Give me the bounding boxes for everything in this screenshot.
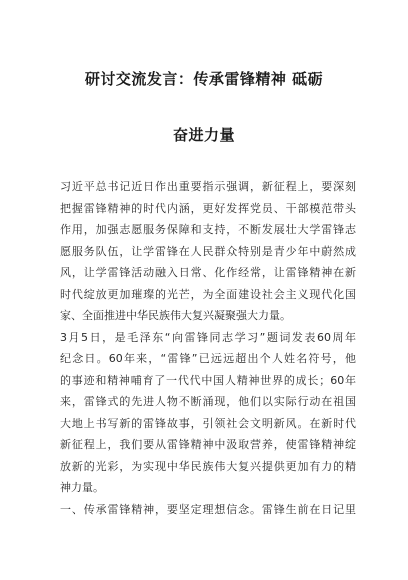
document-title-line-1: 研讨交流发言：传承雷锋精神 砥砺 [84, 70, 324, 88]
body-line: 时代绽放更加璀璨的光芒，为全面建设社会主义现代化国 [60, 287, 356, 301]
document-title-line-2: 奋进力量 [172, 126, 235, 144]
body-line: 愿服务队伍，让学雷锋在人民群众特别是青少年中蔚然成 [60, 244, 356, 258]
body-line: 的事迹和精神哺育了一代代中国人精神世界的成长；60年 [60, 373, 356, 387]
document-body [60, 176, 356, 520]
body-line: 把握雷锋精神的时代内涵，更好发挥党员、干部模范带头 [60, 201, 356, 215]
body-line: 新征程上，我们要从雷锋精神中汲取营养，使雷锋精神绽 [60, 438, 356, 451]
body-line: 大地上书写新的雷锋故事，引领社会文明新风。在新时代 [60, 416, 356, 430]
body-line: 风，让学雷锋活动融入日常、化作经常，让雷锋精神在新 [60, 266, 356, 279]
body-line: 纪念日。60年来，“雷锋”已远远超出个人姓名符号，他 [60, 352, 356, 365]
body-line: 家、全面推进中华民族伟大复兴凝聚强大力量。 [60, 309, 291, 322]
body-line: 放新的光彩，为实现中华民族伟大复兴提供更加有力的精 [60, 459, 356, 473]
body-line: 来，雷锋式的先进人物不断涌现，他们以实际行动在祖国 [60, 395, 356, 408]
body-line: 3月5日，是毛泽东“向雷锋同志学习”题词发表60周年 [60, 330, 356, 344]
body-line: 神力量。 [60, 481, 104, 494]
body-line: 作用，加强志愿服务保障和支持，不断发展壮大学雷锋志 [60, 223, 356, 236]
body-line: 一、传承雷锋精神，要坚定理想信念。雷锋生前在日记里 [60, 502, 356, 516]
body-line: 习近平总书记近日作出重要指示强调，新征程上，要深刻 [60, 180, 356, 193]
